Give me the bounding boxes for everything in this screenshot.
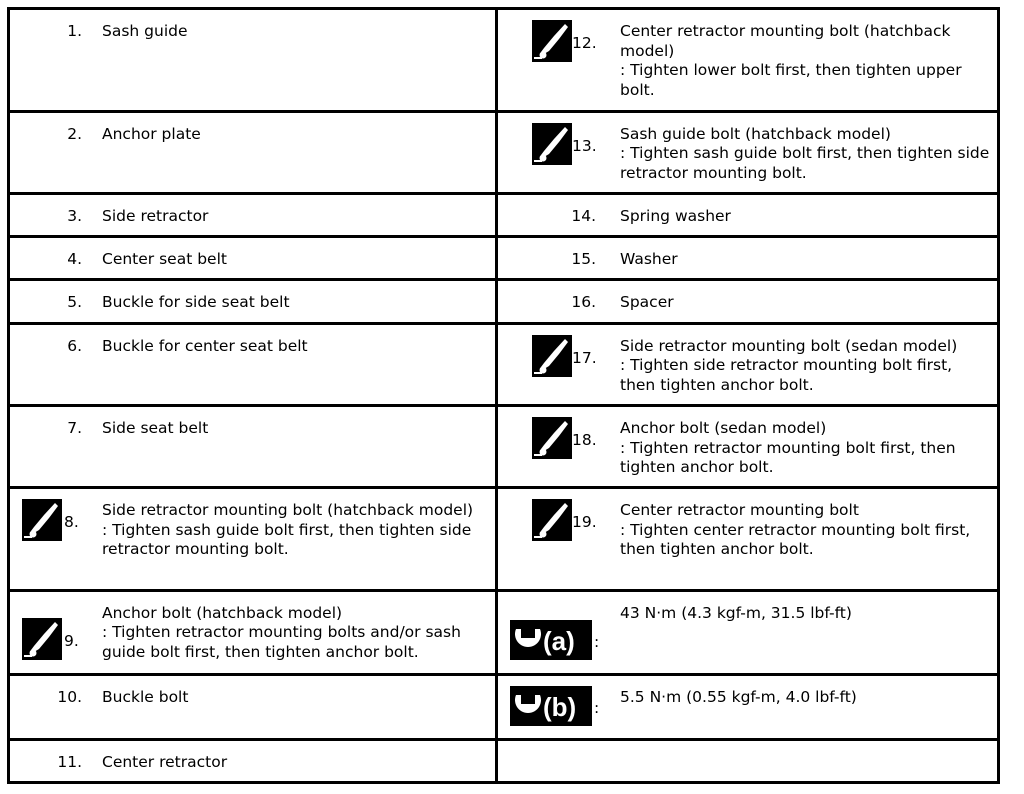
item-title: Side retractor mounting bolt (sedan model): [620, 336, 958, 355]
legend-cell: [497, 237, 999, 280]
legend-cell: [9, 237, 497, 280]
legend-cell: [9, 739, 497, 782]
item-label: [620, 125, 990, 184]
torque-value: 43 N·m (4.3 kgf-m, 31.5 lbf-ft): [620, 603, 852, 622]
legend-cell: [9, 675, 497, 739]
item-number: 2.: [67, 124, 82, 143]
item-note: : Tighten sash guide bolt first, then tighten side retractor mounting bolt.: [620, 144, 990, 182]
item-label: [620, 337, 990, 396]
legend-cell: [9, 193, 497, 236]
bolt-tighten-icon: [22, 618, 62, 666]
table-row: [9, 280, 999, 323]
torque-wrench-icon: [510, 686, 592, 726]
item-note: : Tighten sash guide bolt first, then tighten side retractor mounting bolt.: [102, 520, 472, 559]
table-row: [9, 323, 999, 405]
legend-cell: [9, 280, 497, 323]
item-note: : Tighten retractor mounting bolts and/or sash guide bolt first, then tighten anchor bolt.: [102, 623, 461, 661]
item-number: 17.: [572, 348, 597, 367]
torque-colon: :: [594, 699, 600, 718]
item-number: 16.: [571, 293, 596, 312]
bolt-tighten-icon: [532, 417, 572, 465]
item-label: Center seat belt: [102, 250, 227, 269]
legend-cell: [497, 111, 999, 193]
item-label: Anchor plate: [102, 124, 201, 143]
item-number: 3.: [67, 206, 82, 225]
legend-cell: [497, 590, 999, 674]
item-number: 8.: [64, 513, 79, 532]
item-title: Side retractor mounting bolt (hatchback model): [102, 501, 474, 520]
item-label: Washer: [620, 250, 678, 269]
table-row: [9, 590, 999, 674]
legend-cell: [497, 675, 999, 739]
item-number: 18.: [572, 431, 597, 450]
item-label: Buckle for side seat belt: [102, 293, 290, 312]
legend-cell: [9, 111, 497, 193]
bolt-tighten-icon: [532, 499, 572, 547]
bolt-tighten-icon: [532, 123, 572, 171]
item-label: Spacer: [620, 293, 674, 312]
legend-cell: [9, 323, 497, 405]
table-row: [9, 237, 999, 280]
torque-wrench-icon: [510, 620, 592, 660]
item-title: Sash guide bolt (hatchback model): [620, 124, 891, 143]
item-number: 9.: [64, 631, 79, 650]
item-label: Side retractor: [102, 206, 209, 225]
item-label: Side seat belt: [102, 419, 209, 438]
empty-cell: [497, 739, 999, 782]
item-number: 19.: [572, 513, 597, 532]
item-note: : Tighten side retractor mounting bolt first, then tighten anchor bolt.: [620, 356, 953, 394]
item-number: 6.: [67, 336, 82, 355]
item-label: Sash guide: [102, 22, 188, 40]
item-number: 15.: [571, 250, 596, 269]
legend-cell: [497, 280, 999, 323]
table-row: [9, 739, 999, 782]
table-row: [9, 193, 999, 236]
table-row: [9, 406, 999, 488]
item-title: Anchor bolt (hatchback model): [102, 603, 343, 622]
item-number: 10.: [57, 688, 82, 707]
legend-cell: [9, 590, 497, 674]
table-row: [9, 9, 999, 112]
item-label: Spring washer: [620, 206, 731, 225]
legend-cell: [497, 193, 999, 236]
legend-cell: [9, 9, 497, 112]
item-label: [102, 604, 492, 663]
legend-cell: [497, 9, 999, 112]
item-label: [102, 501, 492, 560]
bolt-tighten-icon: [22, 499, 62, 547]
torque-label: (b): [543, 692, 577, 723]
item-title: Center retractor mounting bolt (hatchback model): [620, 22, 951, 60]
item-number: 7.: [67, 419, 82, 438]
item-number: 5.: [67, 293, 82, 312]
item-number: 14.: [571, 206, 596, 225]
bolt-tighten-icon: [532, 335, 572, 383]
torque-colon: :: [594, 632, 600, 651]
item-note: : Tighten lower bolt first, then tighten upper bolt.: [620, 61, 962, 99]
bolt-tighten-icon: [532, 20, 572, 68]
item-number: 1.: [67, 22, 82, 40]
item-label: Buckle bolt: [102, 688, 189, 707]
item-number: 11.: [57, 752, 82, 771]
parts-legend-table: [7, 7, 1000, 784]
item-label: [620, 501, 990, 560]
torque-label: (a): [543, 625, 575, 656]
item-label: Center retractor: [102, 752, 228, 771]
item-number: 13.: [572, 136, 597, 155]
torque-value: 5.5 N·m (0.55 kgf-m, 4.0 lbf-ft): [620, 688, 857, 707]
item-note: : Tighten retractor mounting bolt first, then tighten anchor bolt.: [620, 438, 956, 477]
table-row: [9, 111, 999, 193]
legend-cell: [497, 323, 999, 405]
item-note: : Tighten center retractor mounting bolt first, then tighten anchor bolt.: [620, 520, 971, 559]
item-title: Anchor bolt (sedan model): [620, 419, 827, 438]
item-label: [620, 22, 990, 100]
table-row: [9, 675, 999, 739]
item-number: 4.: [67, 250, 82, 269]
item-number: 12.: [572, 34, 597, 52]
table-row: [9, 488, 999, 591]
legend-cell: [9, 488, 497, 591]
legend-cell: [9, 406, 497, 488]
item-label: Buckle for center seat belt: [102, 336, 308, 355]
item-label: [620, 419, 990, 478]
legend-cell: [497, 406, 999, 488]
item-title: Center retractor mounting bolt: [620, 501, 859, 520]
legend-cell: [497, 488, 999, 591]
